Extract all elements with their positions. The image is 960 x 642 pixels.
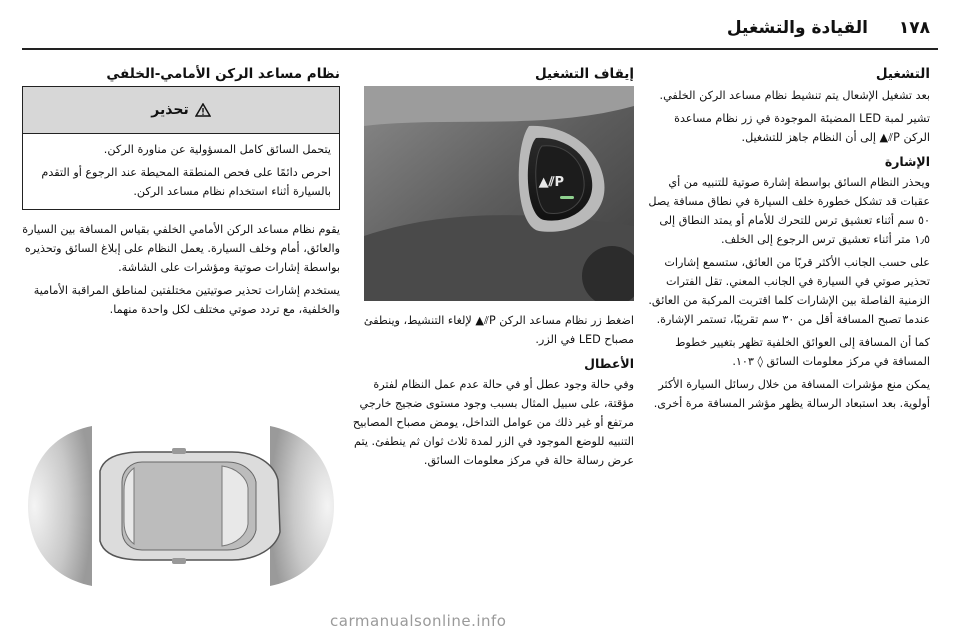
signals-para-4: يمكن منع مؤشرات المسافة من خلال رسائل السيارة الأكثر أولوية. بعد استبعاد الرسالة يظهر مؤشر المسافة مرة أخرى.	[653, 378, 930, 410]
sensor-zones-graphic	[22, 416, 340, 592]
park-assist-button-label: P⫽▲	[538, 175, 564, 190]
warning-header	[23, 87, 339, 134]
warning-para-2: احرص دائمًا على فحص المنطقة المحيطة عند الرجوع أو التقدم بالسيارة أثناء استخدام نظام مساعد الركن.	[41, 166, 331, 198]
warning-body	[23, 134, 339, 209]
led-indicator	[560, 196, 574, 199]
middle-column	[352, 56, 634, 474]
park-assist-button-photo	[364, 86, 634, 301]
operation-para-2: تشير لمبة LED المضيئة الموجودة في زر نظام مساعدة الركن P⫽▲ إلى أن النظام جاهز للتشغيل.	[674, 112, 930, 144]
heading-signals: الإشارة	[884, 154, 930, 169]
page-number: ١٧٨	[898, 18, 930, 38]
system-para-1: يقوم نظام مساعد الركن الأمامي الخلفي بقياس المسافة بين السيارة والعائق، أمام وخلف السيارة. يعمل النظام على إبلاغ السائق وتحذيره بواسطة إشارات صوتية ومؤشرات على الشاشة.	[22, 223, 340, 274]
left-column	[22, 56, 340, 323]
heading-operation: التشغيل	[875, 66, 930, 82]
dashboard-photo-graphic	[364, 86, 634, 301]
signals-para-2: على حسب الجانب الأكثر قربًا من العائق، ستسمع إشارات تحذير صوتي في السيارة في الجانب المعني. تقل الفترات الزمنية الفاصلة بين الإشارات كلما اقتربت المركبة من العائق. عندما تصبح المسافة أقل من ٣٠ سم تقريبًا، تستمر الإشارة.	[648, 256, 930, 326]
chapter-title: القيادة والتشغيل	[726, 18, 868, 38]
watermark: carmanualsonline.info	[330, 612, 507, 630]
system-para-2: يستخدم إشارات تحذير صوتيتين مختلفتين لمناطق المراقبة الأمامية والخلفية، مع تردد صوتي مختلف لكل واحدة منهما.	[33, 284, 340, 316]
warning-title: تحذير	[151, 102, 189, 118]
operation-para-1: بعد تشغيل الإشعال يتم تنشيط نظام مساعد الركن الخلفي.	[659, 89, 930, 102]
sensor-zones-diagram	[22, 416, 340, 592]
heading-parking-system: نظام مساعد الركن الأمامي-الخلفي	[106, 66, 340, 82]
page-header	[0, 0, 960, 56]
fault-para: وفي حالة وجود عطل أو في حالة عدم عمل النظام لفترة مؤقتة، على سبيل المثال بسبب وجود مستوى ضجيج خارجي مرتفع أو غير ذلك من عوامل التداخل، يومض مصباح المصابيح التنبيه للوضع الموجود في الزر لمدة ثلاث ثوان ثم ينطفئ. يتم عرض رسالة حالة في مركز معلومات السائق.	[352, 378, 634, 467]
warning-triangle-icon	[195, 103, 211, 117]
header-rule	[22, 48, 938, 50]
right-column	[645, 56, 930, 417]
heading-deactivation: إيقاف التشغيل	[535, 66, 634, 82]
heading-fault: الأعطال	[584, 356, 634, 371]
car-top-view-icon	[100, 448, 280, 564]
signals-para-1: ويحذر النظام السائق بواسطة إشارة صوتية للتنبيه من أي عقبات قد تشكل خطورة خلف السيارة في نطاق مسافة يصل ٥٠ سم أثناء تعشيق ترس للتحرك للأمام أو يمتد النطاق إلى ١٫٥ متر أثناء تعشيق ترس الرجوع إلى الخلف.	[648, 176, 930, 246]
signals-para-3: كما أن المسافة إلى العوائق الخلفية تظهر بتغيير خطوط المسافة في مركز معلومات السائق ◊ ١٠٣.	[675, 336, 930, 368]
warning-box	[22, 86, 340, 210]
warning-para-1: يتحمل السائق كامل المسؤولية عن مناورة الركن.	[103, 143, 331, 156]
photo-caption: اضغط زر نظام مساعد الركن P⫽▲ لإلغاء التنشيط، وينطفئ مصباح LED في الزر.	[363, 314, 634, 346]
